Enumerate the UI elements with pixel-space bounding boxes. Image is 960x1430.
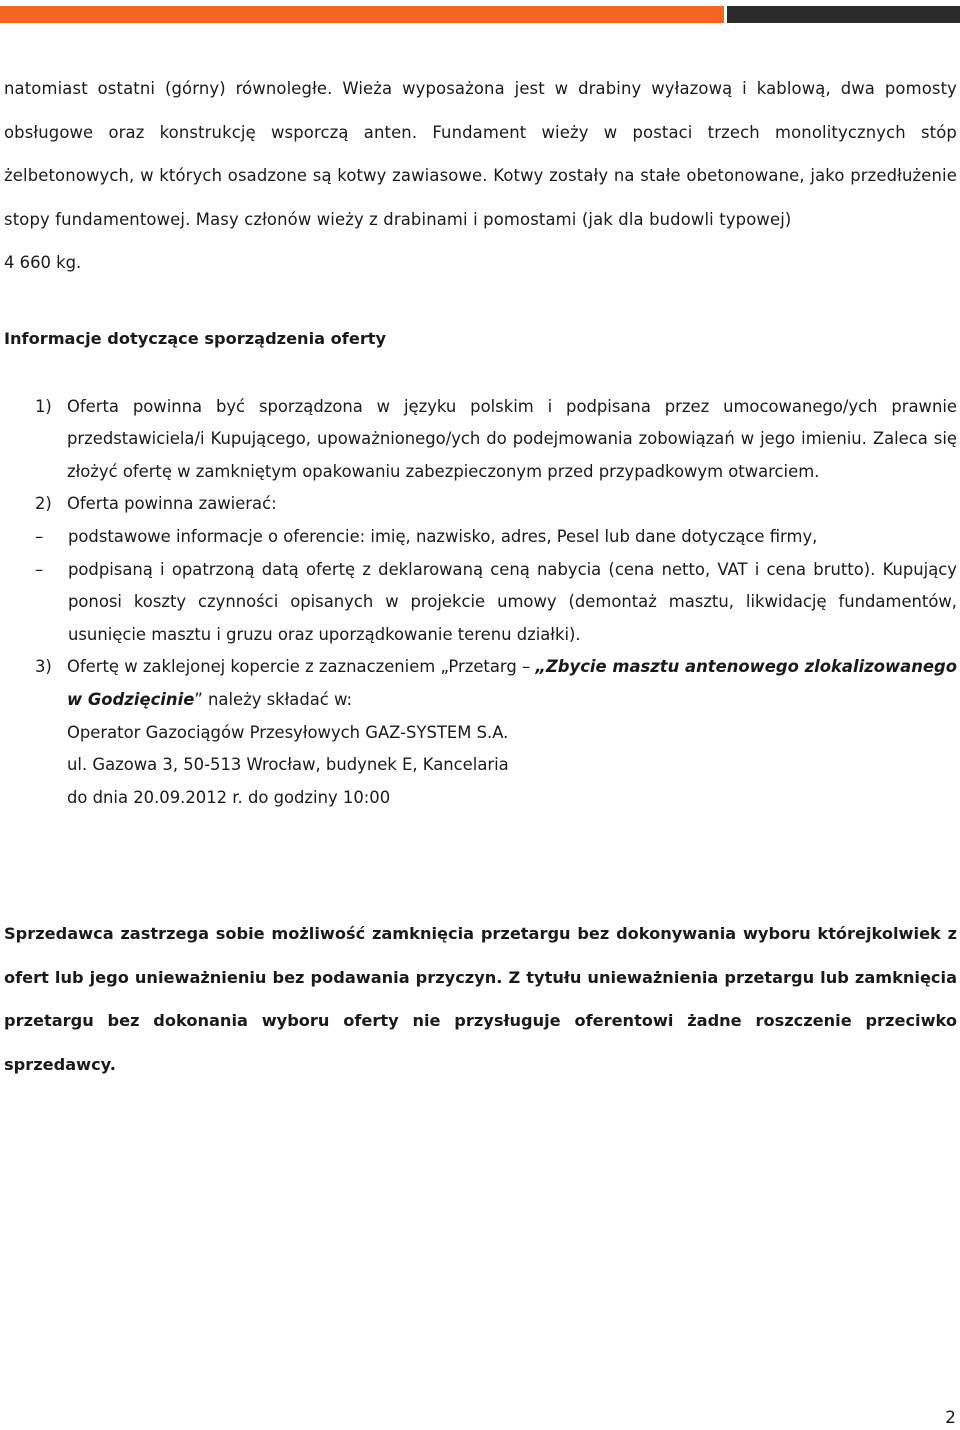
document-body [4, 67, 957, 1087]
list-number: 1) [35, 396, 52, 416]
address-company: Operator Gazociągów Przesyłowych GAZ-SYSTEM S.A. [67, 722, 509, 742]
header-bar [0, 6, 960, 23]
header-bar-dark [727, 6, 960, 23]
submission-deadline: do dnia 20.09.2012 r. do godziny 10:00 [67, 787, 391, 807]
list-item-1 [4, 391, 957, 489]
sub-list-item-1 [4, 521, 957, 554]
list-item-2 [4, 488, 957, 521]
list-item-text-before: Ofertę w zaklejonej kopercie z zaznaczeniem „Przetarg – [67, 657, 536, 677]
page-number: 2 [945, 1408, 956, 1428]
sub-list-item-text: podpisaną i opatrzoną datą ofertę z deklarowaną ceną nabycia (cena netto, VAT i cena brutto). Kupujący ponosi koszty czynności opisanych w projekcie umowy (demontaż masztu, likwidację fundamentów, usunięcie masztu i gruzu oraz uporządkowanie terenu działki). [68, 559, 957, 644]
list-item-text: Oferta powinna być sporządzona w języku polskim i podpisana przez umocowanego/ych prawnie przedstawiciela/i Kupującego, upoważnionego/ych do podejmowania zobowiązań w jego imieniu. Zaleca się złożyć ofertę w zamkniętym opakowaniu zabezpieczonym przed przypadkowym otwarciem. [67, 396, 957, 481]
offer-contents-list [4, 521, 957, 651]
offer-requirements-list [4, 391, 957, 521]
intro-paragraph-end: 4 660 kg. [4, 253, 82, 273]
list-item-text-after: ” należy składać w: [194, 689, 353, 709]
list-number: 2) [35, 494, 52, 514]
header-bar-orange [0, 6, 724, 23]
submission-list [4, 651, 957, 814]
list-number: 3) [35, 657, 52, 677]
closing-statement: Sprzedawca zastrzega sobie możliwość zamknięcia przetargu bez dokonywania wyboru którejkolwiek z ofert lub jego unieważnieniu bez podawania przyczyn. Z tytułu unieważnienia przetargu lub zamknięcia przetargu bez dokonania wyboru oferty nie przysługuje oferentowi żadne roszczenie przeciwko sprzedawcy. [4, 924, 957, 1075]
sub-list-item-2 [4, 554, 957, 652]
section-heading: Informacje dotyczące sporządzenia oferty [4, 328, 387, 348]
sub-list-item-text: podstawowe informacje o oferencie: imię, nazwisko, adres, Pesel lub dane dotyczące firmy, [68, 526, 818, 546]
address-street: ul. Gazowa 3, 50-513 Wrocław, budynek E, Kancelaria [67, 755, 509, 775]
intro-paragraph: natomiast ostatni (górny) równoległe. Wieża wyposażona jest w drabiny wyłazową i kablową, dwa pomosty obsługowe oraz konstrukcję wsporczą anten. Fundament wieży w postaci trzech monolitycznych stóp żelbetonowych, w których osadzone są kotwy zawiasowe. Kotwy zostały na stałe obetonowane, jako przedłużenie stopy fundamentowej. Masy członów wieży z drabinami i pomostami (jak dla budowli typowej) [4, 79, 957, 229]
list-item-3 [4, 651, 957, 814]
dash-bullet: – [35, 526, 44, 546]
tender-title-emphasis: „Zbycie masztu antenowego zlokalizowanego w Godzięcinie [67, 657, 957, 709]
dash-bullet: – [35, 559, 44, 579]
list-item-text: Oferta powinna zawierać: [67, 494, 277, 514]
